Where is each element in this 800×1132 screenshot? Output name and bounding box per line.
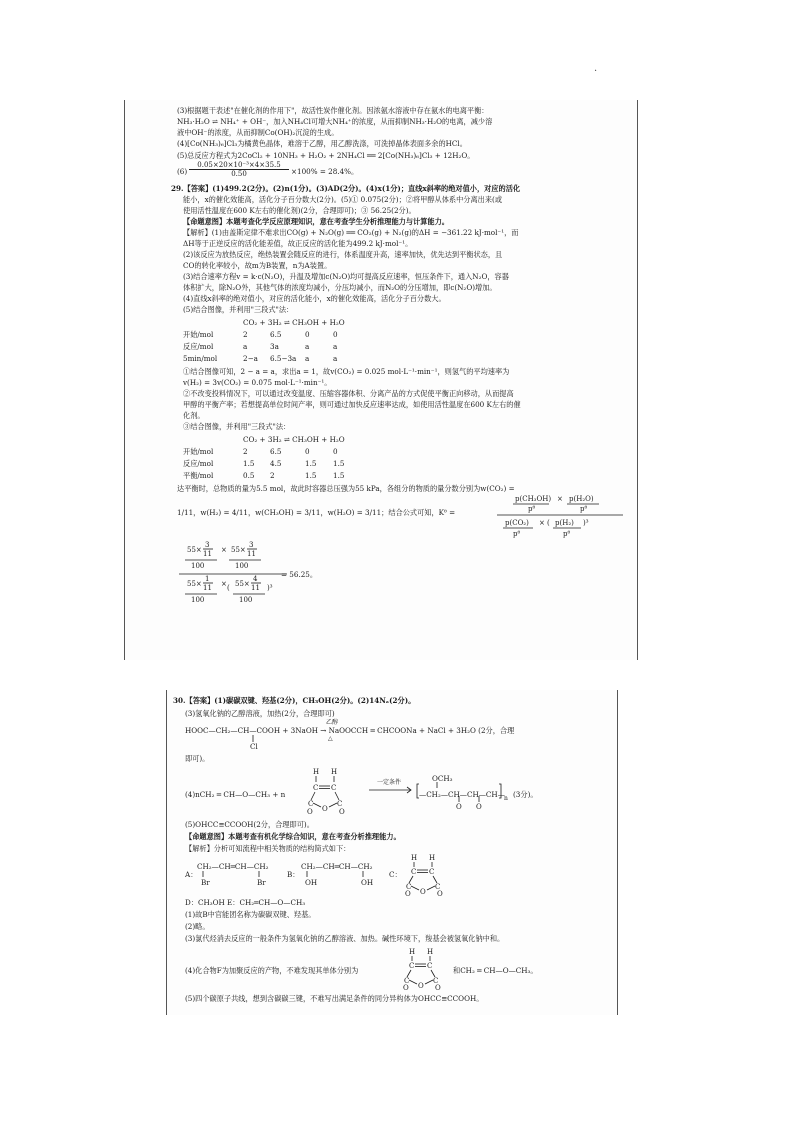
kp-result: = 56.25。 [281,570,318,579]
struct-a-br-2: Br [257,878,266,887]
atom-o-right: O [476,803,482,811]
ice2-r2-c0: 平衡/mol [183,471,214,480]
q29-answer-1: 29.【答案】(1)499.2(2分)。(2)n(1分)。(3)AD(2分)。(4)x(1分)；直线x斜率的绝对值小，对应的活化 [171,184,521,193]
svg-text:100: 100 [191,596,205,604]
svg-text:C: C [308,800,314,808]
q29-step-3: ②不改变投料情况下，可以通过改变温度、压缩容器体积、分离产品的方式促使平衡正向移动，从而提高 [183,389,514,398]
svg-text:H: H [427,948,434,956]
svg-text:pᶿ: pᶿ [580,505,588,513]
ice2-r1-c3: 1.5 [305,459,317,468]
struct-a-formula: CH₂—CH═CH—CH₂ [197,862,269,871]
ice1-r0-c0: 开始/mol [183,330,214,339]
q30-r4-score: (3分)。 [513,790,538,799]
q29-analysis-1: 【解析】(1)由盖斯定律不难求出CO(g) + N₂O(g) ══ CO₂(g) + N₂(g)的ΔH = −361.22 kJ·mol⁻¹，而 [183,228,519,237]
maleic-anhydride-structure [307,766,353,814]
ice2-r2-c3: 1.5 [305,471,317,480]
ice1-r2-c0: 5min/mol [183,354,218,363]
svg-text:100: 100 [239,596,253,604]
svg-text:C: C [404,977,410,985]
polymer-brackets [417,782,507,812]
svg-text:p(CH₃OH): p(CH₃OH) [515,495,552,503]
ice1-r2-c1: 2−a [243,354,258,363]
struct-a-label: A： [185,870,198,879]
svg-text:C: C [313,784,319,792]
svg-text:)³: )³ [267,584,273,592]
ice1-r0-c3: 0 [305,330,310,339]
svg-text:C: C [409,962,415,970]
q30-r3-cl: Cl [250,742,258,751]
svg-text:(: ( [547,519,550,527]
svg-text:×: × [539,519,545,527]
svg-text:O: O [307,808,313,816]
struct-b-formula: CH₂—CH═CH—CH₂ [301,862,373,871]
svg-text:O: O [437,890,443,898]
answer-sheet-part-2 [166,690,618,1015]
struct-c-anhydride [405,852,451,896]
q30-r3-tail: 即可)。 [185,754,210,763]
ice1-r1-c1: a [243,342,248,351]
q6-label: (6) [177,167,188,176]
q29-answer-2: 能小，x的催化效能高，活化分子百分数大(2分)。(5)① 0.075(2分)；②将甲醇从体系中分离出来(或 [183,195,503,204]
svg-text:11: 11 [203,550,212,558]
q30-analysis-intro: 【解析】分析可知流程中相关物质的结构简式如下： [185,844,351,853]
ice1-r0-c2: 6.5 [270,330,282,339]
q29-analysis-8: (5)结合图像，并利用"三段式"法： [183,305,294,314]
svg-text:H: H [429,854,436,862]
ice2-r0-c3: 0 [305,447,310,456]
q6-result: ×100% = 28.4%。 [291,167,359,176]
q29-step-5: 化剂。 [183,411,205,420]
ice1-r1-c0: 反应/mol [183,342,214,351]
ice2-r2-c1: 0.5 [243,471,255,480]
q3-line-3: 液中OH⁻的浓度，从而抑制Co(OH)₂沉淀的生成。 [177,128,339,137]
q29-intent: 【命题意图】本题考查化学反应原理知识，意在考查学生分析推理能力与计算能力。 [183,217,449,226]
kp-formula [495,492,625,540]
kp-numeric-fraction [177,540,307,660]
svg-text:O: O [420,888,426,896]
svg-text:C: C [337,800,343,808]
ice1-r1-c3: a [305,342,310,351]
q5-line: (5)总反应方程式为2CoCl₂ + 10NH₃ + H₂O₂ + 2NH₄Cl ══ 2[Co(NH₃)₆]Cl₃ + 12H₂O。 [177,151,475,160]
svg-text:p(H₂O): p(H₂O) [569,495,594,503]
svg-text:C: C [433,977,439,985]
q30-r4-n: n [504,795,508,802]
q30-r3-equation: HOOC—CH₂—CH—COOH + 3NaOH → NaOOCCH ═ CHCOONa + NaCl + 3H₂O (2分，合理 [185,726,515,735]
svg-text:100: 100 [235,562,249,570]
q6-fraction [189,161,289,178]
q30-line-2: (2)略。 [185,922,210,931]
q30-intent: 【命题意图】本题考查有机化学综合知识，意在考查分析推理能力。 [185,832,401,841]
q30-r4-expl-left: (4)化合物F为加聚反应的产物，不难发现其单体分别为 [185,966,359,975]
struct-a-br-1: Br [201,878,210,887]
ice1-r0-c1: 2 [243,330,248,339]
svg-text:×: × [221,546,227,554]
ice2-r1-c0: 反应/mol [183,459,214,468]
svg-text:pᶿ: pᶿ [513,530,521,538]
q30-r3-label: (3)氢氧化钠的乙醇溶液，加热(2分，合理即可) [185,709,335,718]
q4-line: (4)[Co(NH₃)₆]Cl₃为橘黄色晶体，难溶于乙醇，用乙醇洗涤，可洗掉晶体表面多余的HCl。 [177,139,467,148]
reaction-arrow [367,786,415,794]
ice1-r1-c2: 3a [270,342,279,351]
svg-text:100: 100 [191,562,205,570]
ice2-r0-c1: 2 [243,447,248,456]
ice1-r2-c2: 6.5−3a [270,354,297,363]
q30-r4-och3: OCH₃ [432,774,453,783]
svg-text:p(H₂): p(H₂) [555,519,574,527]
struct-c-label: C： [389,870,402,879]
q29-step-4: 甲醇的平衡产率；若想提高单位时间产率，则可通过加快反应速率达成，如使用活性温度在600 K左右的催 [183,400,521,409]
q30-r5-expl: (5)四个碳原子共线，想到含碳碳三键，不难写出满足条件的同分异构体为OHCC≡CCOOH。 [185,994,484,1003]
q30-r4-left: (4)nCH₂ ═ CH—O—CH₃ + n [185,790,286,799]
svg-text:55×: 55× [187,546,202,554]
q29-analysis-3: (2)该反应为放热反应，绝热装置会随反应的进行，体系温度升高，速率加快，优先达到平衡状态，且 [183,250,503,259]
svg-text:(: ( [227,584,230,592]
svg-text:O: O [339,808,345,816]
q30-r3-condition-bottom: △ [328,735,333,742]
svg-text:C: C [331,784,337,792]
atom-h-1: H [313,768,320,776]
q30-r4-product: —CH₂—CH—CH—CH— [419,790,505,799]
q30-de: D：CH₃OH E：CH₂═CH—O—CH₃ [185,898,306,907]
ice2-r0-c4: 0 [333,447,338,456]
struct-b-oh-1: OH [305,878,318,887]
svg-text:×: × [221,580,227,588]
svg-text:11: 11 [251,584,260,592]
svg-text:H: H [411,854,418,862]
ice1-r0-c4: 0 [333,330,338,339]
q3-line-2: NH₃·H₂O ⇌ NH₄⁺ + OH⁻，加入NH₄Cl可增大NH₄⁺的浓度，从而抑制NH₃·H₂O的电离，减少溶 [177,117,493,126]
q30-r4-expl-right: 和CH₂ ═ CH—O—CH₃。 [453,966,538,975]
ice2-r0-c0: 开始/mol [183,447,214,456]
q29-answer-3: 使用活性温度在600 K左右的催化剂)(2分，合理即可)；③ 56.25(2分)。 [183,206,416,215]
ice2-r1-c4: 1.5 [333,459,345,468]
q29-step-1: ①结合图像可知，2 − a = a，求出a = 1，故v(CO₂) = 0.025 mol·L⁻¹·min⁻¹，则氢气的平均速率为 [183,367,510,376]
svg-text:O: O [403,984,409,992]
svg-text:55×: 55× [235,580,250,588]
svg-text:C: C [429,868,435,876]
struct-b-oh-2: OH [361,878,374,887]
svg-text:55×: 55× [187,580,202,588]
svg-text:1: 1 [205,575,210,583]
svg-text:pᶿ: pᶿ [563,530,571,538]
svg-text:O: O [322,805,328,813]
svg-text:C: C [427,962,433,970]
ice1-r2-c4: a [333,354,338,363]
ice2-r2-c4: 1.5 [333,471,345,480]
svg-text:3: 3 [205,541,210,549]
ice2-r2-c2: 2 [270,471,275,480]
q30-line-1: (1)故B中官能团名称为碳碳双键、羟基。 [185,910,316,919]
ice2-r1-c2: 4.5 [270,459,282,468]
ice1-equation: CO₂ + 3H₂ ⇌ CH₃OH + H₂O [243,318,345,327]
atom-h-2: H [331,768,338,776]
svg-text:11: 11 [247,550,256,558]
svg-text:p(CO₂): p(CO₂) [505,519,529,527]
svg-text:C: C [411,868,417,876]
q29-step-6: ③结合图像，并利用"三段式"法： [183,422,291,431]
q30-r3-condition-top: 乙醇 [326,719,339,726]
ice2-r0-c2: 6.5 [270,447,282,456]
svg-text:4: 4 [253,575,258,583]
ice2-r1-c1: 1.5 [243,459,255,468]
svg-text:H: H [409,948,416,956]
svg-text:O: O [405,890,411,898]
q29-equilibrium: 达平衡时，总物质的量为5.5 mol，故此时容器总压强为55 kPa，各组分的物质的量分数分别为w(CO₂) = [177,484,515,493]
svg-text:pᶿ: pᶿ [528,505,536,513]
svg-text:55×: 55× [231,546,246,554]
ice1-r2-c3: a [305,354,310,363]
q3-line-1: (3)根据题干表述"在催化剂的作用下"，故活性炭作催化剂。因浓氨水溶液中存在氨水的电离平衡： [177,106,489,115]
q30-line-3: (3)氯代烃消去反应的一般条件为氢氧化钠的乙醇溶液、加热。碱性环境下，羧基会被氢氧化钠中和。 [185,934,505,943]
monomer-anhydride [403,946,449,990]
corner-mark: · [594,66,598,77]
ice2-equation: CO₂ + 3H₂ ⇌ CH₃OH + H₂O [243,435,345,444]
svg-text:3: 3 [249,541,254,549]
q6-numerator: 0.05×20×10⁻³×4×35.5 [197,161,281,169]
q30-r4-condition: 一定条件 [377,779,402,786]
ice1-r1-c4: a [333,342,338,351]
q29-analysis-6: 体积扩大，除N₂O外，其他气体的浓度均减小，分压均减小，而N₂O的分压增加，即c(N₂O)增加。 [183,283,497,292]
q29-analysis-7: (4)直线x斜率的绝对值小，对应的活化能小，x的催化效能高，活化分子百分数大。 [183,294,446,303]
svg-text:O: O [435,984,441,992]
q29-analysis-5: (3)结合速率方程v = k·c(N₂O)，升温及增加c(N₂O)均可提高反应速率，恒压条件下，通入N₂O，容器 [183,272,509,281]
q29-mole-fractions: 1/11，w(H₂) = 4/11，w(CH₃OH) = 3/11，w(H₂O) = 3/11；结合公式可知，Kᶿ = [177,508,456,517]
q6-denominator: 0.50 [189,169,289,178]
q30-r5: (5)OHCC≡CCOOH(2分，合理即可)。 [185,820,314,829]
q29-step-2: v(H₂) = 3v(CO₂) = 0.075 mol·L⁻¹·min⁻¹。 [183,378,332,387]
q29-analysis-2: ΔH等于正逆反应的活化能差值，故正反应的活化能为499.2 kJ·mol⁻¹。 [183,239,413,248]
svg-text:11: 11 [203,584,212,592]
svg-text:O: O [418,982,424,990]
answer-sheet-part-1 [124,100,638,660]
q30-answer: 30.【答案】(1)碳碳双键、羟基(2分)，CH₃OH(2分)。(2)14Nₐ(2分)。 [173,696,416,705]
svg-text:×: × [557,495,563,503]
svg-text:C: C [435,883,441,891]
q29-analysis-4: CO的转化率较小，故m为B装置，n为A装置。 [183,261,332,270]
svg-text:C: C [406,883,412,891]
atom-o-left: O [456,803,462,811]
struct-b-label: B： [287,870,300,879]
svg-text:)³: )³ [583,519,589,527]
